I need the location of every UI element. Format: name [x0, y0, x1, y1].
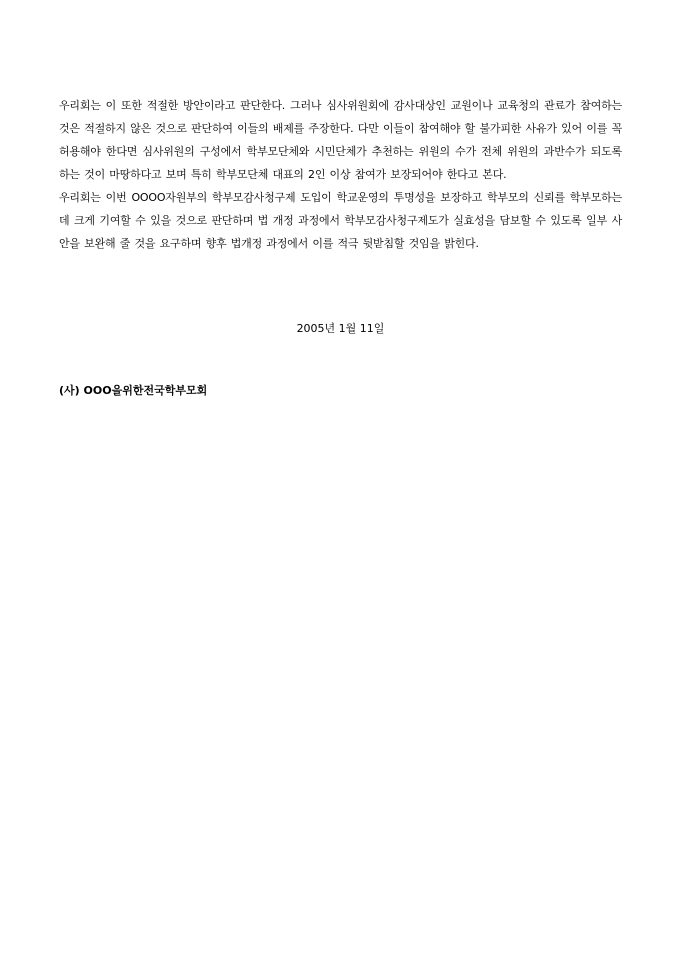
organization-signature: (사) OOO을위한전국학부모회 — [59, 384, 208, 397]
body-paragraph-1: 우리회는 이 또한 적절한 방안이라고 판단한다. 그러나 심사위원회에 감사대상인 교원이나 교육청의 관료가 참여하는 것은 적절하지 않은 것으로 판단하여 이들의 배제를 주장한다. 다만 이들이 참여해야 할 불가피한 사유가 있어 이를 꼭 허용해야 한다면 심사위원의 구성에서 학부모단체와 시민단체가 추천하는 위원의 수가 전체 위원의 과반수가 되도록 하는 것이 마땅하다고 보며 특히 학부모단체 대표의 2인 이상 참여가 보장되어야 한다고 본다. — [59, 99, 622, 181]
document-page — [59, 94, 622, 397]
document-date: 2005년 1월 11일 — [296, 322, 385, 335]
body-paragraph-2: 우리회는 이번 OOOO자원부의 학부모감사청구제 도입이 학교운영의 투명성을 보장하고 학부모의 신뢰를 학부모하는 데 크게 기여할 수 있을 것으로 판단하며 법 개정 과정에서 학부모감사청구제도가 실효성을 담보할 수 있도록 일부 사안을 보완해 줄 것을 요구하며 향후 법개정 과정에서 이를 적극 뒷받침할 것임을 밝힌다. — [59, 191, 622, 250]
